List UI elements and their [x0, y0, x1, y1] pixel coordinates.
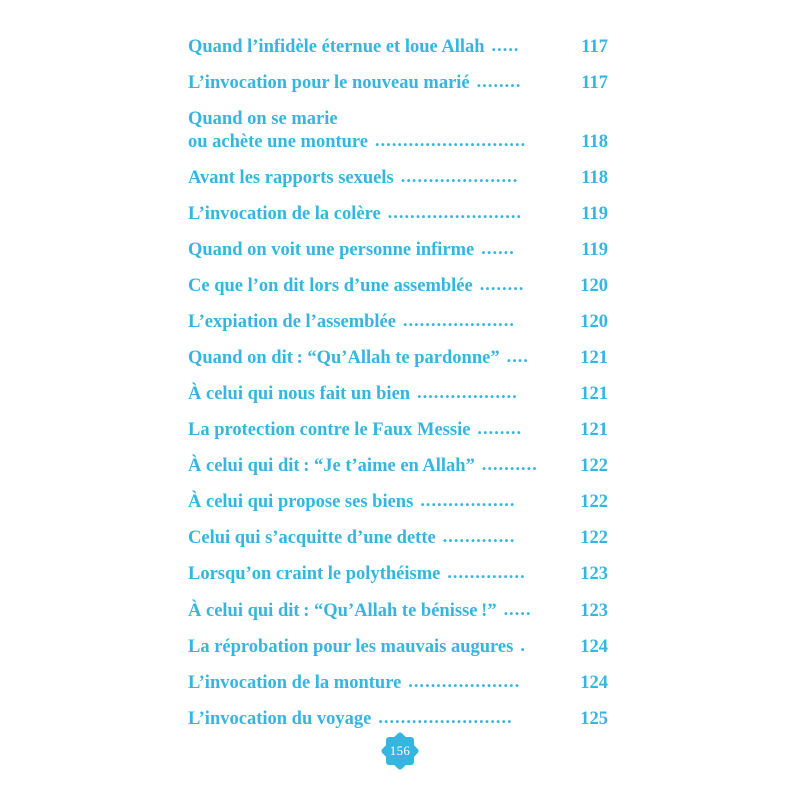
toc-entry-leader-dots: .................. — [417, 382, 518, 403]
toc-entry-leader-dots: .............. — [447, 562, 526, 583]
toc-entry-page-number: 120 — [580, 275, 608, 296]
toc-entry[interactable] — [188, 455, 608, 478]
toc-entry-title: Ce que l’on dit lors d’une assemblée — [188, 275, 473, 296]
toc-entry-leader-dots: ............. — [442, 526, 516, 547]
toc-entry-row — [188, 708, 608, 731]
toc-entry[interactable] — [188, 72, 608, 95]
toc-entry[interactable] — [188, 347, 608, 370]
toc-entry[interactable] — [188, 563, 608, 586]
toc-entry-row — [188, 636, 608, 659]
toc-entry-page-number: 123 — [580, 600, 608, 621]
toc-entry-leader-dots: ........................... — [375, 129, 527, 150]
toc-entry-page-number: 122 — [580, 492, 608, 513]
toc-entry-leader-dots: ........................ — [387, 201, 523, 222]
toc-entry-row — [188, 455, 608, 478]
toc-entry-leader-dots: .................... — [402, 310, 515, 330]
toc-entry-title: La protection contre le Faux Messie — [188, 420, 471, 441]
toc-entry-page-number: 117 — [581, 73, 608, 94]
toc-entry-title: À celui qui dit : “Je t’aime en Allah” — [188, 456, 475, 477]
toc-entry-title: La réprobation pour les mauvais augures — [188, 636, 514, 657]
toc-entry-leader-dots: ..... — [503, 598, 532, 619]
toc-entry-page-number: 124 — [580, 636, 608, 657]
toc-entry[interactable] — [188, 600, 608, 623]
toc-entry[interactable] — [188, 672, 608, 695]
toc-entry-row — [188, 672, 608, 695]
toc-entry-title-line: Quand on se marie — [188, 109, 338, 130]
toc-entry-row — [188, 311, 608, 334]
toc-entry-page-number: 118 — [581, 167, 608, 188]
toc-entry-title: L’invocation du voyage — [188, 708, 372, 729]
toc-entry-leader-dots: ..................... — [400, 165, 519, 186]
toc-entry[interactable] — [188, 636, 608, 659]
toc-entry[interactable] — [188, 311, 608, 334]
page-number: 156 — [389, 743, 411, 758]
toc-entry-page-number: 119 — [581, 203, 608, 224]
toc-entry-leader-dots: .......... — [481, 454, 538, 475]
toc-entry-leader-dots: ..... — [491, 35, 520, 55]
toc-entry[interactable] — [188, 275, 608, 298]
toc-entry-row — [188, 72, 608, 95]
toc-entry-title: Quand on dit : “Qu’Allah te pardonne” — [188, 348, 500, 369]
toc-entry-title: Avant les rapports sexuels — [188, 167, 394, 188]
toc-entry[interactable] — [188, 527, 608, 550]
toc-entry-leader-dots: ........ — [477, 418, 523, 439]
toc-entry-leader-dots: ........ — [476, 71, 522, 92]
toc-entry[interactable] — [188, 419, 608, 442]
toc-entry-title: Quand l’infidèle éternue et loue Allah — [188, 37, 485, 57]
toc-entry-leader-dots: ........ — [479, 273, 525, 294]
toc-entry-page-number: 119 — [581, 239, 608, 260]
toc-entry-row — [188, 203, 608, 226]
toc-entry-page-number: 123 — [580, 564, 608, 585]
toc-entry-page-number: 122 — [580, 456, 608, 477]
page-footer — [0, 728, 800, 774]
toc-entry-page-number: 121 — [580, 384, 608, 405]
toc-entry-page-number: 125 — [580, 708, 608, 729]
toc-entry-row — [188, 347, 608, 370]
toc-entry-title: L’invocation pour le nouveau marié — [188, 73, 470, 94]
toc-entry[interactable] — [188, 239, 608, 262]
toc-entry[interactable] — [188, 708, 608, 731]
toc-entry-row — [188, 600, 608, 623]
toc-entry-leader-dots: ...... — [481, 237, 515, 258]
toc-entry-leader-dots: ........................ — [378, 706, 513, 727]
toc-entry-row — [188, 383, 608, 406]
toc-entry-title: Celui qui s’acquitte d’une dette — [188, 528, 436, 549]
toc-entry[interactable] — [188, 36, 608, 59]
toc-entry-title: À celui qui dit : “Qu’Allah te bénisse !” — [188, 600, 497, 621]
toc-entry[interactable] — [188, 491, 608, 514]
page-number-badge — [377, 728, 423, 774]
toc-entry-page-number: 118 — [581, 131, 608, 152]
toc-entry-title: À celui qui nous fait un bien — [188, 384, 411, 405]
toc-entry-leader-dots: . — [520, 634, 526, 655]
toc-entry[interactable] — [188, 108, 608, 153]
toc-entry-row — [188, 36, 608, 59]
toc-entry-row — [188, 563, 608, 586]
toc-entry-title: L’invocation de la monture — [188, 672, 402, 693]
toc-entry-title: Lorsqu’on craint le polythéisme — [188, 564, 441, 585]
toc-entry-title: L’expiation de l’assemblée — [188, 312, 396, 332]
toc-entry-leader-dots: .................... — [408, 670, 521, 691]
toc-entry-row — [188, 419, 608, 442]
toc-entry-row — [188, 167, 608, 190]
toc-entry-row — [188, 239, 608, 262]
toc-entry-page-number: 124 — [580, 672, 608, 693]
toc-entry-title: Quand on voit une personne infirme — [188, 239, 475, 260]
toc-entry-page-number: 117 — [581, 37, 608, 57]
toc-entry-page-number: 122 — [580, 528, 608, 549]
toc-entry[interactable] — [188, 383, 608, 406]
toc-entry[interactable] — [188, 203, 608, 226]
toc-entry-page-number: 120 — [580, 312, 608, 332]
table-of-contents — [188, 36, 608, 744]
toc-entry-title: L’invocation de la colère — [188, 203, 381, 224]
toc-entry-leader-dots: ................. — [420, 490, 516, 511]
toc-entry-title: ou achète une monture — [188, 131, 369, 152]
toc-entry-row — [188, 275, 608, 298]
toc-entry[interactable] — [188, 167, 608, 190]
toc-entry-leader-dots: .... — [506, 346, 529, 367]
toc-entry-row — [188, 527, 608, 550]
toc-entry-row — [188, 131, 608, 154]
toc-entry-page-number: 121 — [580, 420, 608, 441]
toc-entry-page-number: 121 — [580, 348, 608, 369]
toc-entry-title: À celui qui propose ses biens — [188, 492, 414, 513]
toc-entry-row — [188, 491, 608, 514]
